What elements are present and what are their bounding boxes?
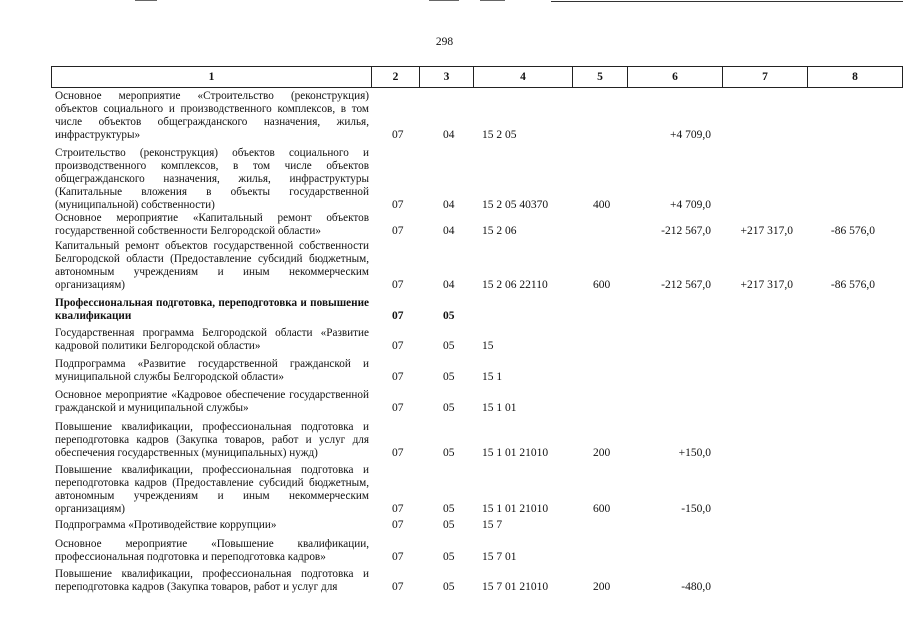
cell-c6: -480,0	[681, 581, 711, 593]
table-row	[55, 462, 903, 516]
cell-c2: 07	[392, 519, 404, 531]
cell-c6: -150,0	[681, 503, 711, 515]
cell-c2: 07	[392, 340, 404, 352]
header-col-5: 5	[573, 67, 628, 87]
cell-c4: 15 1 01	[482, 402, 517, 414]
row-description: Профессиональная подготовка, переподготовка и повышение квалификации	[55, 296, 369, 322]
cell-c2: 07	[392, 402, 404, 414]
table-header	[51, 66, 903, 88]
table-row	[55, 518, 903, 532]
cell-c3: 04	[443, 199, 455, 211]
cell-c3: 05	[443, 581, 455, 593]
cell-c2: 07	[392, 199, 404, 211]
table-row	[55, 565, 903, 594]
cell-c3: 05	[443, 551, 455, 563]
row-description: Подпрограмма «Развитие государственной гражданской и муниципальной службы Белгородской области»	[55, 357, 369, 383]
row-description: Строительство (реконструкция) объектов социального и производственного комплексов, в том числе объектов общегражданского назначения, жилья, инфраструктуры (Капитальные вложения в объекты государственной (муниципальной) собственности)	[55, 146, 369, 211]
row-description: Подпрограмма «Противодействие коррупции»	[55, 518, 277, 531]
table-row	[55, 417, 903, 460]
row-description: Повышение квалификации, профессиональная подготовка и переподготовка кадров (Закупка товаров, работ и услуг для обеспечения государственных (муниципальных) нужд)	[55, 420, 369, 459]
row-description: Капитальный ремонт объектов государственной собственности Белгородской области (Предоставление субсидий бюджетным, автономным учреждениям и иным некоммерческим организациям)	[55, 239, 369, 291]
cell-c2: 07	[392, 551, 404, 563]
cell-c3: 05	[443, 340, 455, 352]
cell-c4: 15 2 05	[482, 129, 517, 141]
header-col-3: 3	[420, 67, 474, 87]
cell-c4: 15 2 05 40370	[482, 199, 549, 211]
cell-c3: 05	[443, 310, 455, 322]
cell-c2: 07	[392, 581, 404, 593]
cell-c6: +4 709,0	[670, 199, 711, 211]
cell-c2: 07	[392, 279, 404, 291]
cell-c3: 04	[443, 279, 455, 291]
cell-c8: -86 576,0	[830, 225, 875, 237]
cell-c4: 15 1	[482, 371, 503, 383]
cell-c4: 15 1 01 21010	[482, 503, 549, 515]
cell-c6: -212 567,0	[661, 225, 711, 237]
cell-c4: 15	[482, 340, 494, 352]
cell-c6: +150,0	[678, 447, 711, 459]
row-description: Основное мероприятие «Повышение квалификации, профессиональная подготовка и переподготовка кадров»	[55, 537, 369, 563]
cell-c4: 15 7 01	[482, 551, 517, 563]
cell-c2: 07	[392, 225, 404, 237]
cell-c4: 15 7 01 21010	[482, 581, 549, 593]
header-col-4: 4	[474, 67, 573, 87]
cell-c6: +4 709,0	[670, 129, 711, 141]
cell-c4: 15 7	[482, 519, 503, 531]
cell-c3: 05	[443, 519, 455, 531]
header-col-8: 8	[852, 71, 858, 83]
cell-c3: 05	[443, 503, 455, 515]
row-description: Основное мероприятие «Капитальный ремонт объектов государственной собственности Белгородской области»	[55, 211, 369, 237]
table-row	[55, 295, 903, 323]
row-description: Государственная программа Белгородской области «Развитие кадровой политики Белгородской области»	[55, 326, 369, 352]
cell-c5: 600	[593, 279, 611, 291]
row-description: Повышение квалификации, профессиональная подготовка и переподготовка кадров (Закупка товаров, работ и услуг для	[55, 567, 369, 593]
row-description: Повышение квалификации, профессиональная подготовка и переподготовка кадров (Предоставление субсидий бюджетным, автономным учреждениям и иным некоммерческим организациям)	[55, 463, 369, 515]
table-row	[55, 239, 903, 292]
table-row	[55, 355, 903, 384]
row-description: Основное мероприятие «Кадровое обеспечение государственной гражданской и муниципальной службы»	[55, 388, 369, 414]
page-number: 298	[435, 36, 454, 48]
table-row	[55, 212, 903, 238]
cell-c4: 15 2 06	[482, 225, 517, 237]
cell-c3: 05	[443, 447, 455, 459]
scan-edge-mark	[429, 0, 459, 1]
cell-c5: 400	[593, 199, 611, 211]
cell-c3: 04	[443, 225, 455, 237]
cell-c6: -212 567,0	[661, 279, 711, 291]
row-description: Основное мероприятие «Строительство (реконструкция) объектов социального и производственного комплексов, в том числе объектов общегражданского назначения, жилья, инфраструктуры»	[55, 89, 369, 141]
cell-c2: 07	[392, 310, 404, 322]
scan-edge-mark	[135, 0, 157, 1]
scan-edge-line	[551, 1, 903, 2]
cell-c5: 200	[593, 447, 611, 459]
cell-c7: +217 317,0	[740, 279, 793, 291]
cell-c2: 07	[392, 129, 404, 141]
cell-c4: 15 2 06 22110	[482, 279, 548, 291]
cell-c2: 07	[392, 503, 404, 515]
cell-c2: 07	[392, 371, 404, 383]
scan-edge-mark	[480, 0, 505, 1]
cell-c3: 05	[443, 371, 455, 383]
cell-c4: 15 1 01 21010	[482, 447, 549, 459]
header-col-7: 7	[723, 67, 808, 87]
table-row	[55, 89, 903, 142]
cell-c2: 07	[392, 447, 404, 459]
header-col-2: 2	[372, 67, 420, 87]
table-row	[55, 386, 903, 415]
cell-c8: -86 576,0	[830, 279, 875, 291]
table-row	[55, 535, 903, 564]
cell-c5: 600	[593, 503, 611, 515]
cell-c3: 05	[443, 402, 455, 414]
table-row	[55, 142, 903, 212]
table-row	[55, 324, 903, 353]
cell-c7: +217 317,0	[740, 225, 793, 237]
cell-c3: 04	[443, 129, 455, 141]
header-col-6: 6	[628, 67, 723, 87]
header-col-1: 1	[52, 67, 372, 87]
cell-c5: 200	[593, 581, 611, 593]
